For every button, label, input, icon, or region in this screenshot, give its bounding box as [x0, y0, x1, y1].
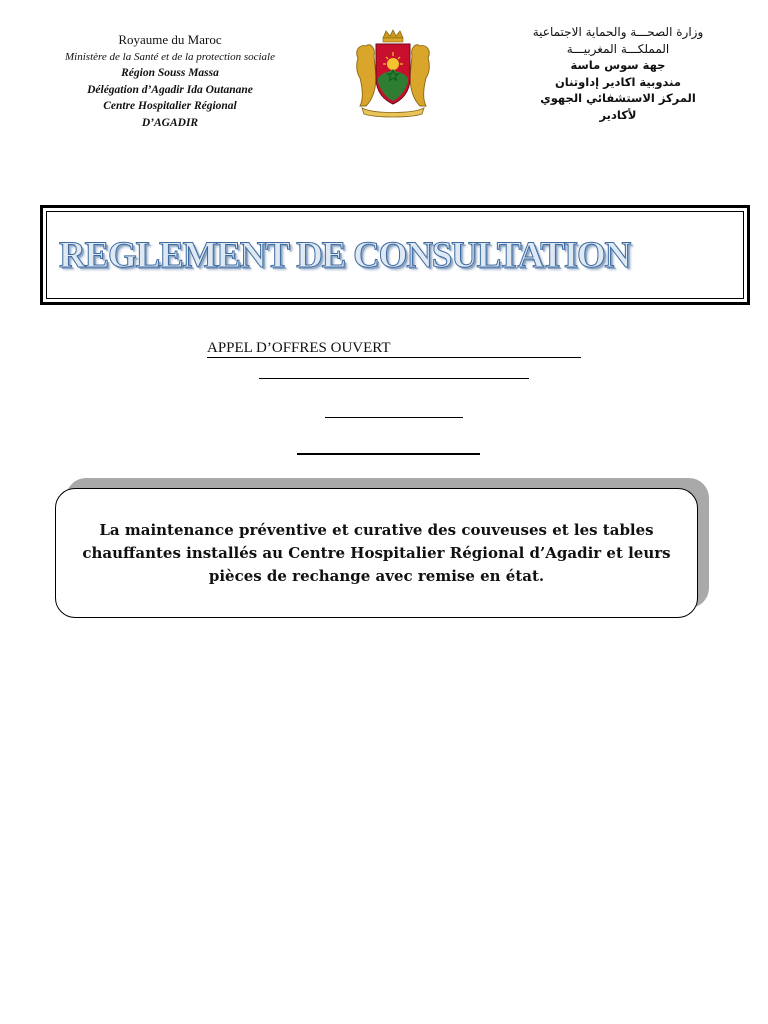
title-frame	[40, 205, 750, 305]
arabic-header	[508, 24, 728, 123]
letterhead	[0, 0, 768, 160]
tender-type: APPEL D’OFFRES OUVERT	[207, 340, 581, 358]
header-ar-line-3: جهة سوس ماسة	[570, 58, 666, 72]
blank-line-3	[297, 453, 480, 455]
header-fr-line-3: Région Souss Massa	[121, 67, 219, 79]
header-ar-line-2: المملكـــة المغربيـــة	[566, 41, 670, 56]
header-fr-line-5: Centre Hospitalier Régional	[103, 100, 237, 112]
header-ar-line-1: وزارة الصحـــة والحماية الاجتماعية	[532, 25, 704, 39]
header-ar-line-4: مندوبية اكادير إداوتنان	[554, 74, 681, 89]
blank-line-2	[325, 417, 463, 418]
header-ar-line-5: المركز الاستشفائي الجهوي	[540, 91, 696, 105]
object-box	[55, 488, 698, 618]
document-title: REGLEMENT DE CONSULTATION	[59, 235, 631, 276]
header-ar-line-6: لأكادير	[599, 107, 637, 122]
blank-line-1	[259, 378, 529, 379]
header-fr-line-1: Royaume du Maroc	[118, 32, 222, 47]
coat-of-arms-icon	[350, 28, 436, 118]
header-fr-line-6: D’AGADIR	[141, 116, 199, 129]
french-header	[20, 32, 320, 131]
header-fr-line-4: Délégation d’Agadir Ida Outanane	[87, 83, 253, 96]
header-fr-line-2: Ministère de la Santé et de la protection sociale	[65, 50, 275, 63]
tender-object: La maintenance préventive et curative des couveuses et les tables chauffantes installés au Centre Hospitalier Régional d’Agadir et leurs pièces de rechange avec remise en état.	[82, 520, 671, 585]
